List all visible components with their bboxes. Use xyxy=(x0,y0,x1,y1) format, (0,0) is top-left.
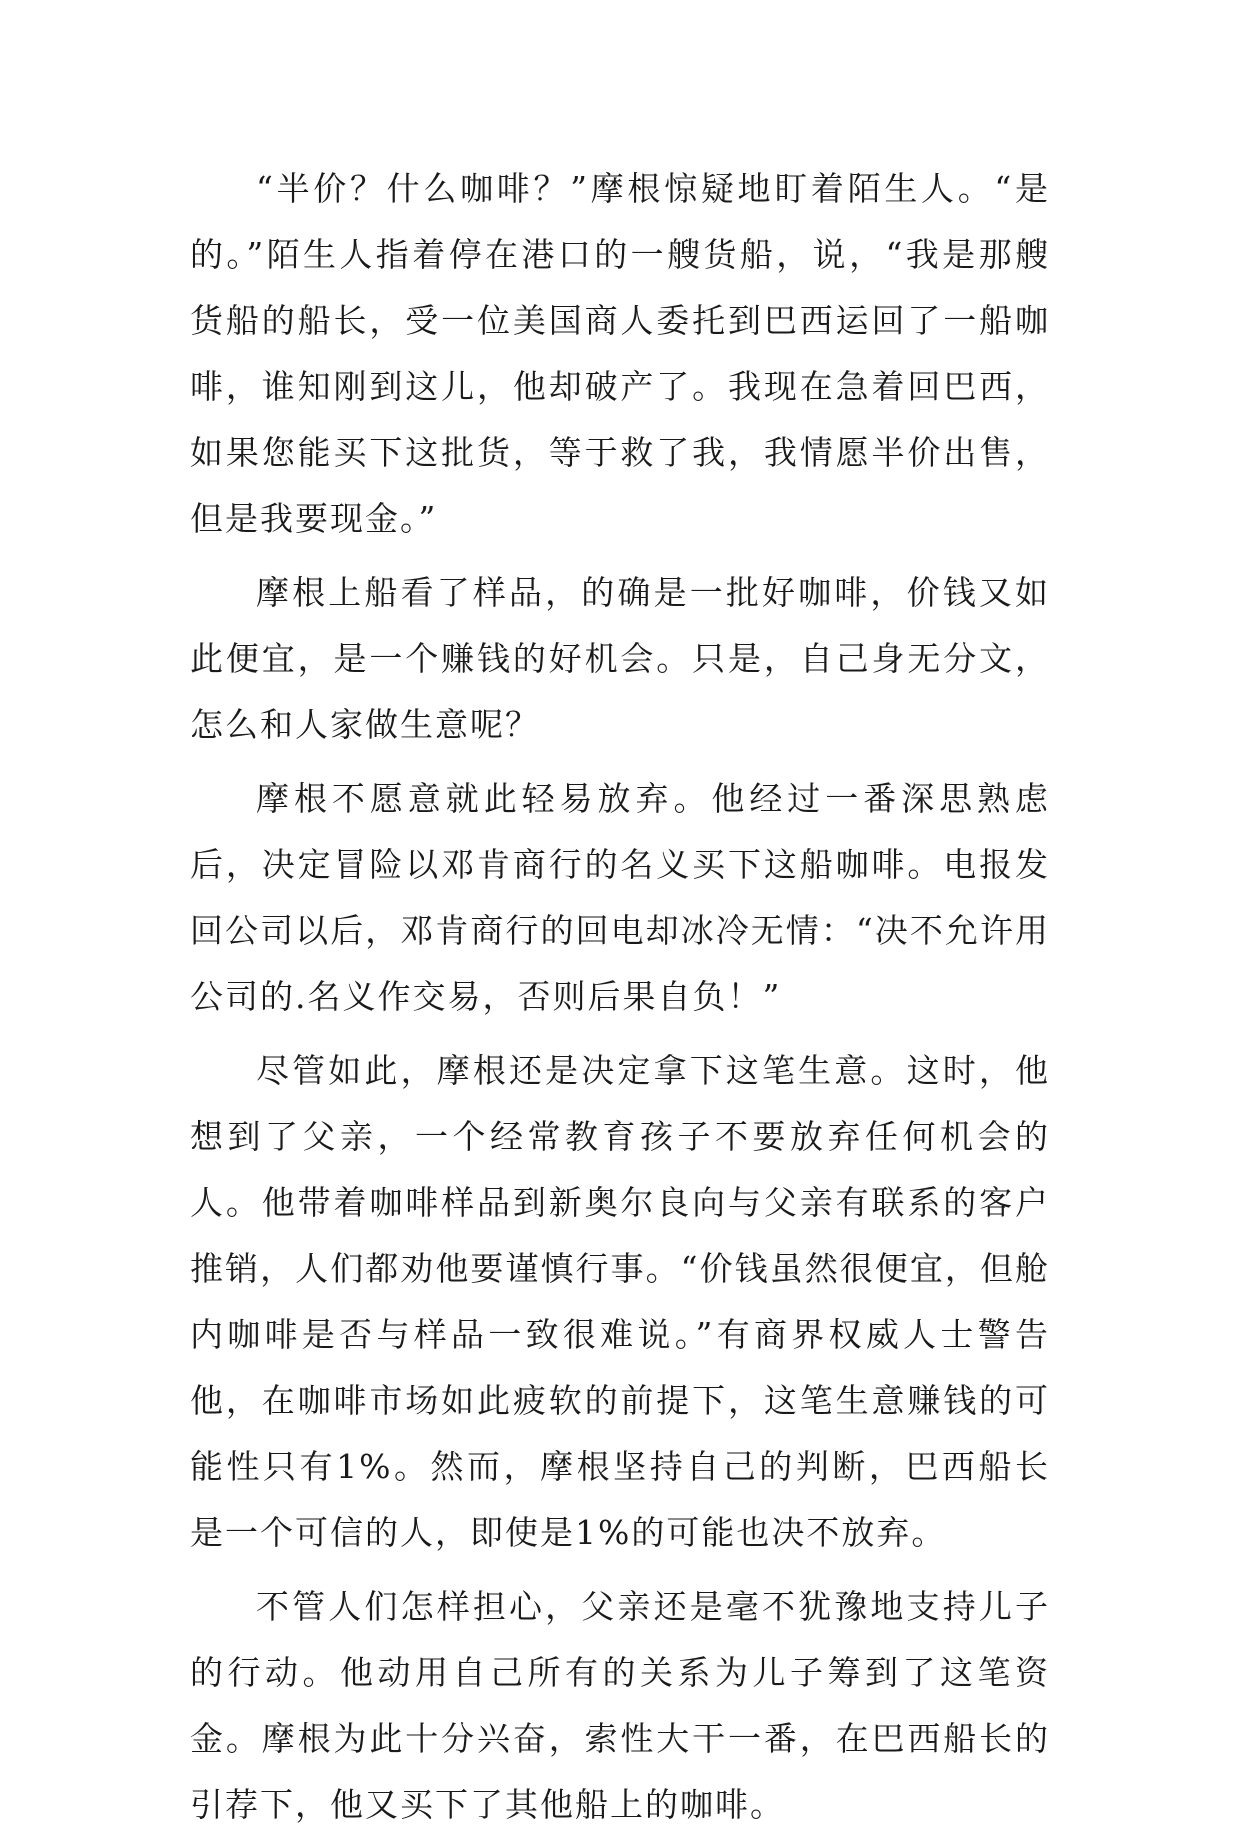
paragraph-3: 摩根不愿意就此轻易放弃。他经过一番深思熟虑后，决定冒险以邓肯商行的名义买下这船咖啡。电报发回公司以后，邓肯商行的回电却冰冷无情：“决不允许用公司的.名义作交易，否则后果自负！” xyxy=(190,779,1050,1016)
paragraph-1: “半价？什么咖啡？”摩根惊疑地盯着陌生人。“是的。”陌生人指着停在港口的一艘货船，说，“我是那艘货船的船长，受一位美国商人委托到巴西运回了一船咖啡，谁知刚到这儿，他却破产了。我现在急着回巴西，如果您能买下这批货，等于救了我，我情愿半价出售，但是我要现金。” xyxy=(190,169,1050,538)
paragraph-2: 摩根上船看了样品，的确是一批好咖啡，价钱又如此便宜，是一个赚钱的好机会。只是，自己身无分文，怎么和人家做生意呢？ xyxy=(190,573,1050,744)
paragraph-4: 尽管如此，摩根还是决定拿下这笔生意。这时，他想到了父亲，一个经常教育孩子不要放弃任何机会的人。他带着咖啡样品到新奥尔良向与父亲有联系的客户推销，人们都劝他要谨慎行事。“价钱虽然很便宜，但舱内咖啡是否与样品一致很难说。”有商界权威人士警告他，在咖啡市场如此疲软的前提下，这笔生意赚钱的可能性只有1%。然而，摩根坚持自己的判断，巴西船长是一个可信的人，即使是1%的可能也决不放弃。 xyxy=(190,1051,1050,1552)
paragraph-5: 不管人们怎样担心，父亲还是毫不犹豫地支持儿子的行动。他动用自己所有的关系为儿子筹到了这笔资金。摩根为此十分兴奋，索性大干一番，在巴西船长的引荐下，他又买下了其他船上的咖啡。 xyxy=(190,1587,1050,1824)
document-body xyxy=(190,156,1050,1846)
